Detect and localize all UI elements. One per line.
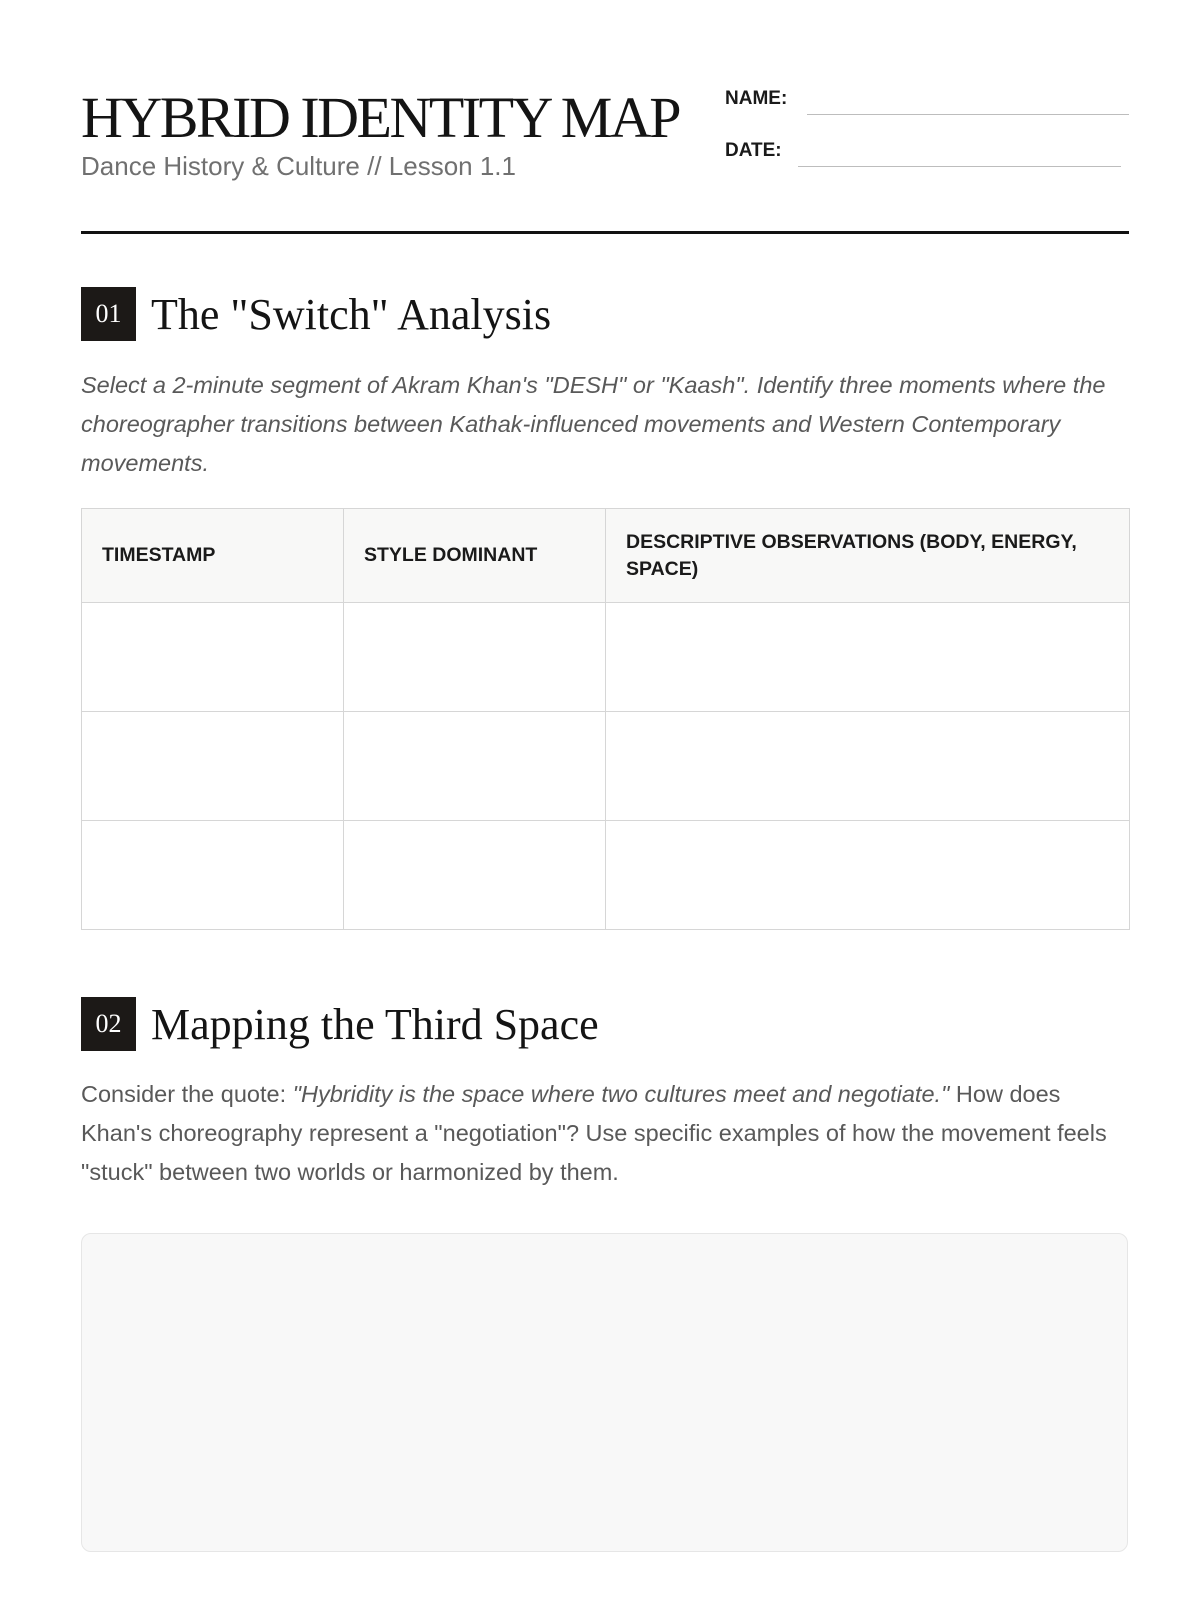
worksheet-page	[81, 0, 1129, 1600]
section-1-number-badge: 01	[81, 287, 136, 341]
table-row	[82, 821, 1130, 930]
section-2-instructions	[81, 1075, 1129, 1192]
name-input-line[interactable]	[807, 114, 1129, 115]
section-2-number-badge: 02	[81, 997, 136, 1051]
observations-cell[interactable]	[606, 821, 1130, 930]
section-2-instructions-lead: Consider the quote:	[81, 1081, 293, 1107]
name-label: NAME:	[725, 88, 788, 109]
third-space-response-box[interactable]	[81, 1233, 1128, 1552]
section-1-heading	[81, 287, 551, 341]
column-header-style-dominant: STYLE DOMINANT	[344, 509, 606, 603]
worksheet-subtitle: Dance History & Culture // Lesson 1.1	[81, 151, 516, 181]
style-dominant-cell[interactable]	[344, 712, 606, 821]
date-label: DATE:	[725, 140, 782, 161]
timestamp-cell[interactable]	[82, 603, 344, 712]
switch-analysis-table	[81, 508, 1130, 930]
section-2-title: Mapping the Third Space	[151, 999, 599, 1049]
timestamp-cell[interactable]	[82, 712, 344, 821]
table-header-row	[82, 509, 1130, 603]
section-1-instructions: Select a 2-minute segment of Akram Khan's "DESH" or "Kaash". Identify three moments where the choreographer transitions between Kathak-influenced movements and Western Contemporary movements.	[81, 372, 1106, 476]
timestamp-cell[interactable]	[82, 821, 344, 930]
worksheet-title: HYBRID IDENTITY MAP	[81, 85, 679, 150]
style-dominant-cell[interactable]	[344, 603, 606, 712]
column-header-timestamp: TIMESTAMP	[82, 509, 344, 603]
style-dominant-cell[interactable]	[344, 821, 606, 930]
date-field[interactable]	[725, 137, 1129, 167]
date-input-line[interactable]	[798, 166, 1121, 167]
worksheet-header	[81, 85, 1129, 234]
section-1-title: The "Switch" Analysis	[151, 289, 552, 339]
section-2-instructions-rest: How does Khan's choreography represent a "negotiation"? Use specific examples of how the movement feels "stuck" between two worlds or harmonized by them.	[81, 1081, 1107, 1185]
table-row	[82, 603, 1130, 712]
observations-cell[interactable]	[606, 712, 1130, 821]
column-header-descriptive-observations: DESCRIPTIVE OBSERVATIONS (BODY, ENERGY, SPACE)	[606, 509, 1130, 603]
name-field[interactable]	[725, 85, 1129, 115]
table-row	[82, 712, 1130, 821]
hybridity-quote: "Hybridity is the space where two cultures meet and negotiate."	[292, 1081, 950, 1107]
observations-cell[interactable]	[606, 603, 1130, 712]
section-2-heading	[81, 997, 599, 1051]
